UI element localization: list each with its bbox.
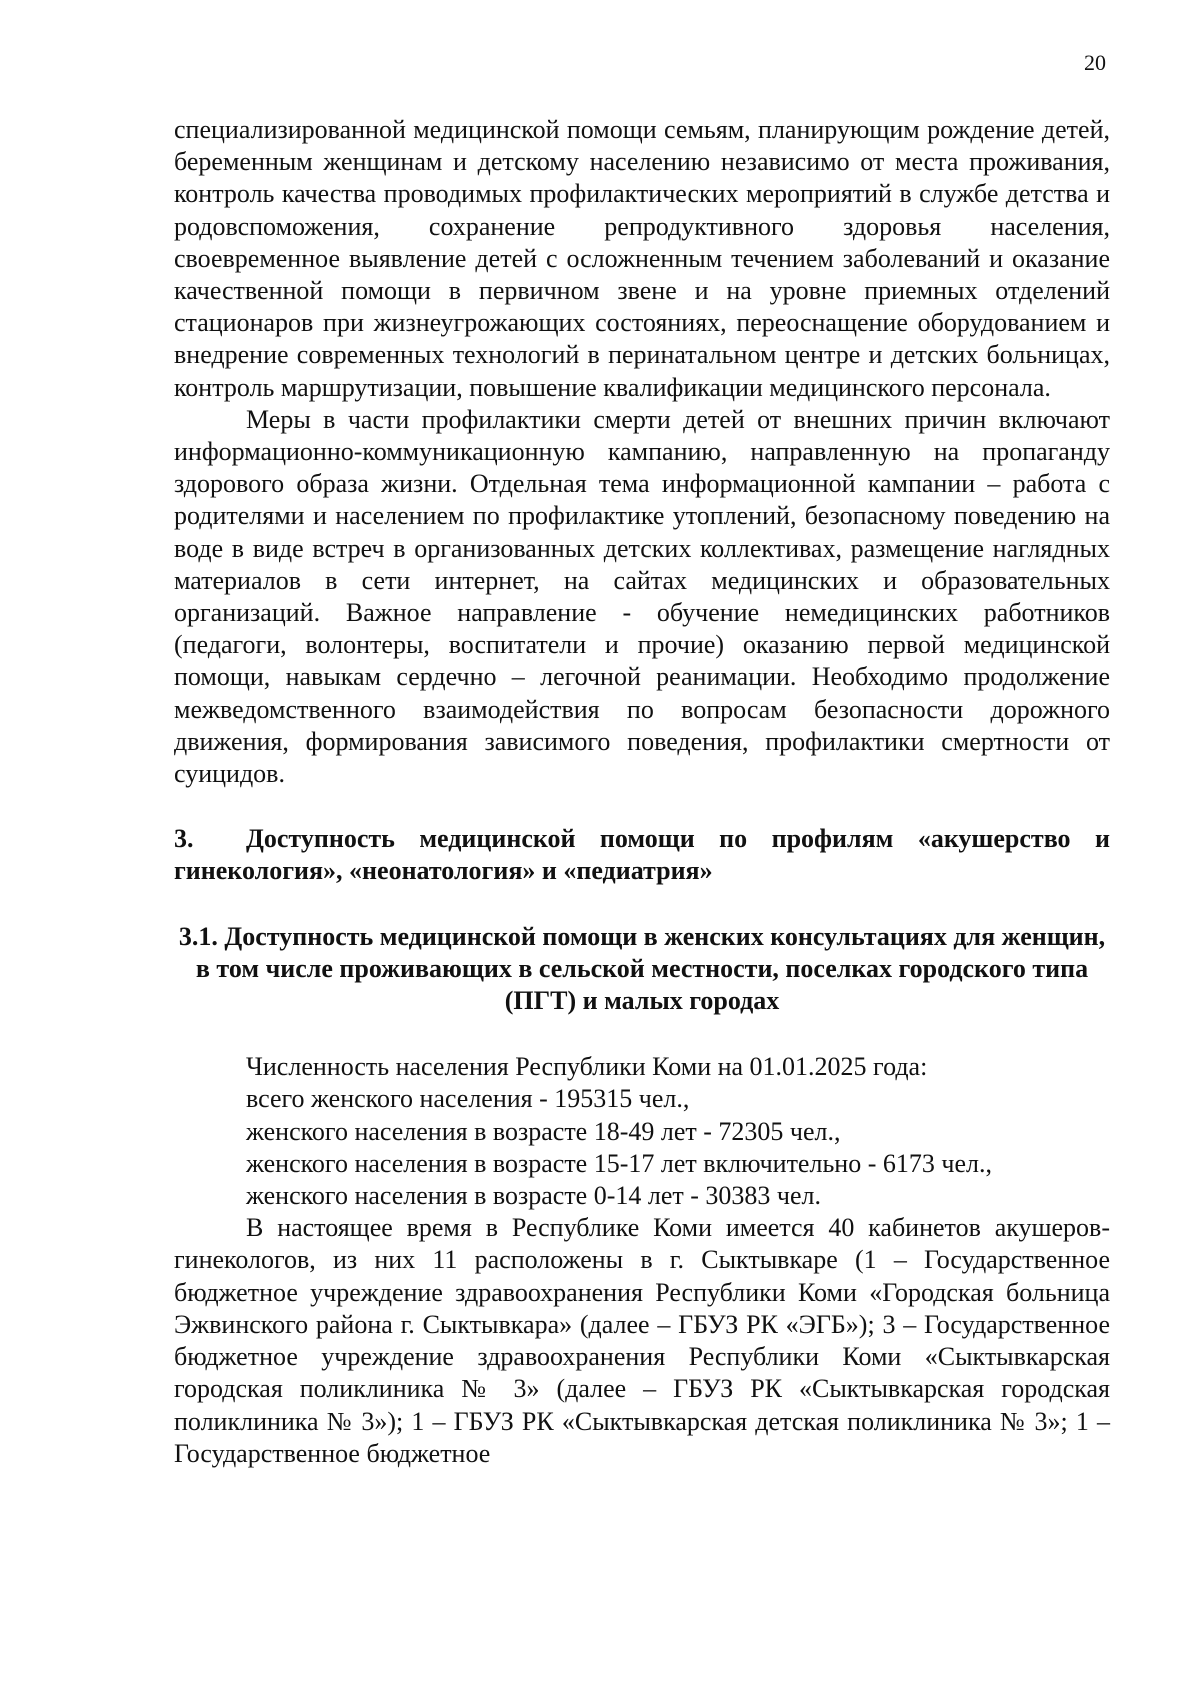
population-block	[174, 1051, 1110, 1212]
population-line: всего женского населения - 195315 чел.,	[246, 1084, 690, 1114]
population-line: женского населения в возрасте 18-49 лет - 72305 чел.,	[246, 1116, 841, 1146]
page-number: 20	[1084, 50, 1106, 75]
paragraph-prevention-measures: Меры в части профилактики смерти детей от внешних причин включают информационно-коммуникационную кампанию, направленную на пропаганду здорового образа жизни. Отдельная тема информационной кампании – работа с родителями и населением по профилактике утоплений, безопасному поведению на воде в виде встреч в организованных детских коллективах, размещение наглядных материалов в сети интернет, на сайтах медицинских и образовательных организаций. Важное направление - обучение немедицинских работников (педагоги, волонтеры, воспитатели и прочие) оказанию первой медицинской помощи, навыкам сердечно – легочной реанимации. Необходимо продолжение межведомственного взаимодействия по вопросам безопасности дорожного движения, формирования зависимого поведения, профилактики смертности от суицидов.	[174, 404, 1110, 789]
population-heading: Численность населения Республики Коми на 01.01.2025 года:	[246, 1052, 928, 1082]
section-title: Доступность медицинской помощи по профилям «акушерство и гинекология», «неонатология» и «педиатрия»	[174, 824, 1110, 886]
population-line: женского населения в возрасте 15-17 лет включительно - 6173 чел.,	[246, 1148, 992, 1178]
section-number: 3.	[174, 824, 194, 854]
paragraph-continuation: специализированной медицинской помощи семьям, планирующим рождение детей, беременным женщинам и детскому населению независимо от места проживания, контроль качества проводимых профилактических мероприятий в службе детства и родовспоможения, сохранение репродуктивного здоровья населения, своевременное выявление детей с осложненным течением заболеваний и оказание качественной помощи в первичном звене и на уровне приемных отделений стационаров при жизнеугрожающих состояниях, переоснащение оборудованием и внедрение современных технологий в перинатальном центре и детских больницах, контроль маршрутизации, повышение квалификации медицинского персонала.	[174, 115, 1110, 402]
section-heading	[174, 823, 1110, 887]
paragraph-gynecology-offices: В настоящее время в Республике Коми имеется 40 кабинетов акушеров-гинекологов, из них 11 расположены в г. Сыктывкаре (1 – Государственное бюджетное учреждение здравоохранения Республики Коми «Городская больница Эжвинского района г. Сыктывкара» (далее – ГБУЗ РК «ЭГБ»); 3 – Государственное бюджетное учреждение здравоохранения Республики Коми «Сыктывкарская городская поликлиника № 3» (далее – ГБУЗ РК «Сыктывкарская городская поликлиника № 3»); 1 – ГБУЗ РК «Сыктывкарская детская поликлиника № 3»; 1 – Государственное бюджетное	[174, 1213, 1110, 1468]
population-line: женского населения в возрасте 0-14 лет - 30383 чел.	[246, 1181, 822, 1211]
subsection-heading: 3.1. Доступность медицинской помощи в женских консультациях для женщин, в том числе проживающих в сельской местности, поселках городского типа (ПГТ) и малых городах	[178, 922, 1106, 1016]
page-content	[174, 114, 1110, 1470]
